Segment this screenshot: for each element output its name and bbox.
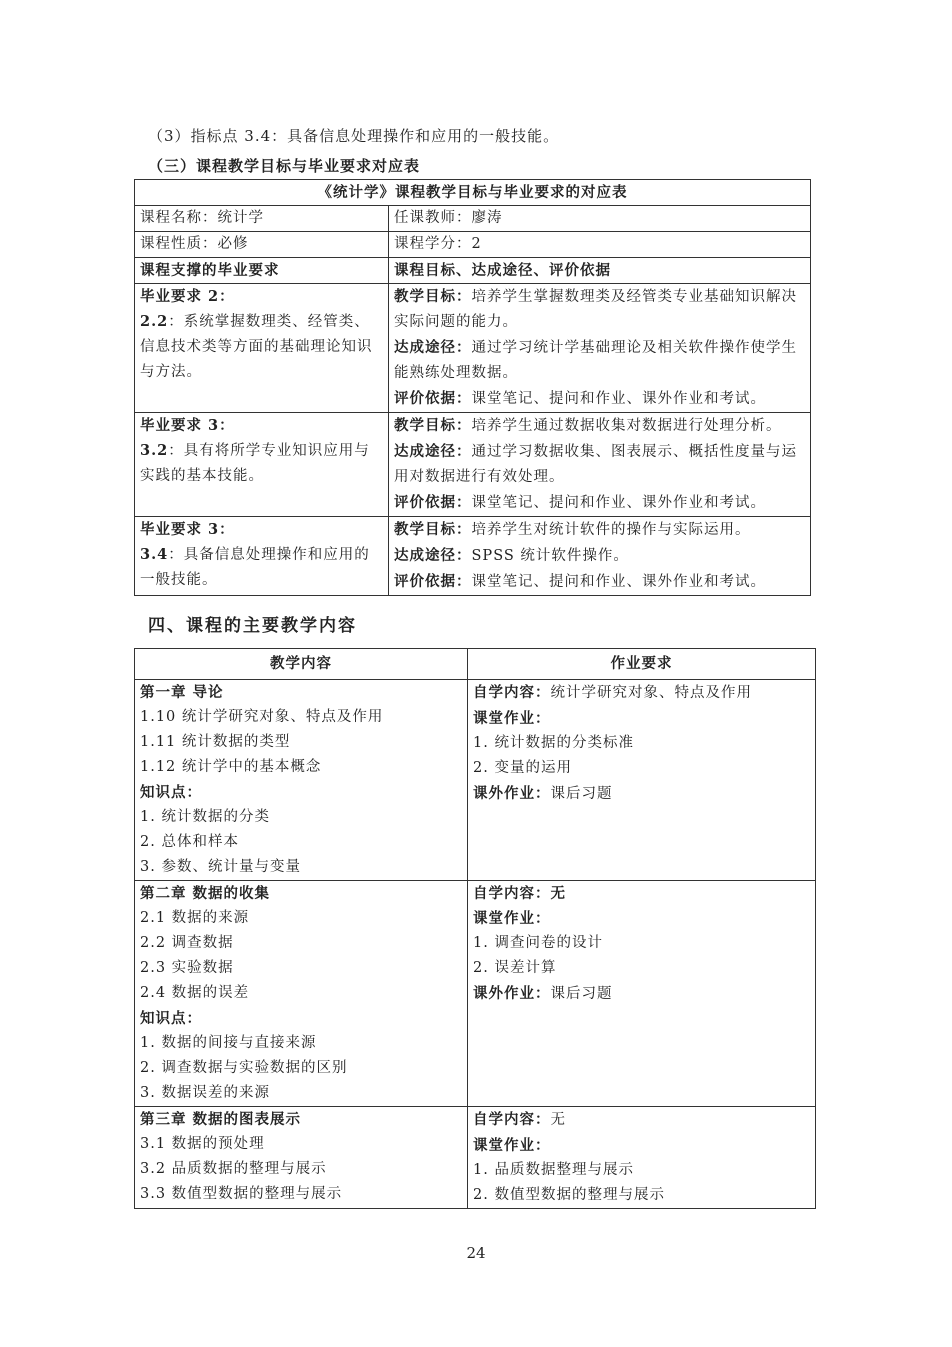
self-study-text: 无	[550, 1112, 566, 1128]
table-row	[135, 284, 811, 413]
course-name: 课程名称：统计学	[135, 206, 389, 232]
requirement-cell	[135, 284, 389, 413]
intro-line: （3）指标点 3.4：具备信息处理操作和应用的一般技能。	[148, 127, 560, 145]
chapter-item: 2.4 数据的误差	[140, 985, 250, 1001]
table-row	[135, 881, 816, 1107]
chapter-item: 1.11 统计数据的类型	[140, 734, 291, 750]
knowledge-item: 1. 数据的间接与直接来源	[140, 1035, 317, 1051]
content-table	[134, 648, 816, 1209]
self-study-label: 自学内容：	[473, 684, 551, 701]
class-work-item: 1. 品质数据整理与展示	[473, 1162, 634, 1178]
path-label: 达成途径：	[394, 547, 472, 564]
requirement-title: 毕业要求 2：	[140, 288, 235, 305]
credits: 课程学分：2	[389, 232, 811, 258]
table-row	[135, 680, 816, 881]
eval-text: 课堂笔记、提问和作业、课外作业和考试。	[471, 574, 766, 590]
goal-text: 培养学生通过数据收集对数据进行处理分析。	[471, 418, 782, 434]
chapter-homework-cell	[468, 680, 816, 881]
requirement-code: 2.2	[140, 313, 169, 330]
requirement-text: ：系统掌握数理类、经管类、信息技术类等方面的基础理论知识与方法。	[140, 314, 373, 380]
knowledge-item: 3. 参数、统计量与变量	[140, 859, 301, 875]
teacher: 任课教师：廖涛	[389, 206, 811, 232]
chapter-item: 3.3 数值型数据的整理与展示	[140, 1186, 343, 1202]
chapter-item: 2.1 数据的来源	[140, 910, 250, 926]
requirement-text: ：具备信息处理操作和应用的一般技能。	[140, 547, 370, 588]
class-work-label: 课堂作业：	[473, 1137, 551, 1154]
self-study-label: 自学内容：无	[473, 885, 566, 902]
knowledge-item: 3. 数据误差的来源	[140, 1085, 270, 1101]
chapter-content-cell	[135, 881, 468, 1107]
objective-cell	[389, 517, 811, 596]
requirement-cell	[135, 517, 389, 596]
requirement-text: ：具有将所学专业知识应用与实践的基本技能。	[140, 443, 370, 484]
chapter-item: 3.2 品质数据的整理与展示	[140, 1161, 327, 1177]
chapter-title: 第二章 数据的收集	[140, 885, 271, 902]
chapter-homework-cell	[468, 881, 816, 1107]
requirement-code: 3.2	[140, 442, 169, 459]
homework-label: 课外作业：	[473, 785, 551, 802]
chapter-content-cell	[135, 680, 468, 881]
requirement-title: 毕业要求 3：	[140, 521, 235, 538]
knowledge-label: 知识点：	[140, 1010, 202, 1027]
chapter-item: 3.1 数据的预处理	[140, 1136, 265, 1152]
eval-label: 评价依据：	[394, 573, 472, 590]
chapter-homework-cell	[468, 1107, 816, 1209]
chapter-item: 1.10 统计学研究对象、特点及作用	[140, 709, 384, 725]
chapter-title: 第三章 数据的图表展示	[140, 1111, 302, 1128]
goal-label: 教学目标：	[394, 288, 472, 305]
objective-cell	[389, 284, 811, 413]
table-row	[135, 413, 811, 517]
class-work-label: 课堂作业：	[473, 910, 551, 927]
path-text: 通过学习数据收集、图表展示、概括性度量与运用对数据进行有效处理。	[394, 444, 797, 485]
path-label: 达成途径：	[394, 339, 472, 356]
head-homework: 作业要求	[468, 649, 816, 680]
requirement-cell	[135, 413, 389, 517]
chapter-content-cell	[135, 1107, 468, 1209]
class-work-item: 1. 调查问卷的设计	[473, 935, 603, 951]
goal-text: 培养学生掌握数理类及经管类专业基础知识解决实际问题的能力。	[394, 289, 797, 330]
table-row	[135, 1107, 816, 1209]
class-work-item: 1. 统计数据的分类标准	[473, 735, 634, 751]
knowledge-item: 2. 总体和样本	[140, 834, 239, 850]
path-text: 通过学习统计学基础理论及相关软件操作使学生能熟练处理数据。	[394, 340, 797, 381]
self-study-text: 统计学研究对象、特点及作用	[550, 685, 752, 701]
objectives-table-title: 《统计学》课程教学目标与毕业要求的对应表	[135, 180, 811, 206]
course-type: 课程性质：必修	[135, 232, 389, 258]
eval-text: 课堂笔记、提问和作业、课外作业和考试。	[471, 391, 766, 407]
eval-text: 课堂笔记、提问和作业、课外作业和考试。	[471, 495, 766, 511]
class-work-item: 2. 误差计算	[473, 960, 557, 976]
section4-title: 四、课程的主要教学内容	[148, 616, 357, 636]
requirement-code: 3.4	[140, 546, 169, 563]
page-number: 24	[466, 1244, 486, 1262]
chapter-title: 第一章 导论	[140, 684, 224, 701]
path-label: 达成途径：	[394, 443, 472, 460]
goal-text: 培养学生对统计软件的操作与实际运用。	[471, 522, 751, 538]
head-content: 教学内容	[135, 649, 468, 680]
homework-label: 课外作业：	[473, 985, 551, 1002]
chapter-item: 2.3 实验数据	[140, 960, 234, 976]
head-requirements: 课程支撑的毕业要求	[135, 258, 389, 284]
homework-text: 课后习题	[550, 786, 613, 802]
path-text: SPSS 统计软件操作。	[471, 548, 629, 564]
knowledge-item: 1. 统计数据的分类	[140, 809, 270, 825]
requirement-title: 毕业要求 3：	[140, 417, 235, 434]
homework-text: 课后习题	[550, 986, 613, 1002]
chapter-item: 1.12 统计学中的基本概念	[140, 759, 322, 775]
chapter-item: 2.2 调查数据	[140, 935, 234, 951]
class-work-item: 2. 数值型数据的整理与展示	[473, 1187, 665, 1203]
knowledge-item: 2. 调查数据与实验数据的区别	[140, 1060, 348, 1076]
section3-title: （三）课程教学目标与毕业要求对应表	[148, 157, 421, 175]
goal-label: 教学目标：	[394, 417, 472, 434]
goal-label: 教学目标：	[394, 521, 472, 538]
class-work-item: 2. 变量的运用	[473, 760, 572, 776]
objectives-table	[134, 179, 811, 596]
table-row	[135, 517, 811, 596]
eval-label: 评价依据：	[394, 390, 472, 407]
eval-label: 评价依据：	[394, 494, 472, 511]
head-objectives: 课程目标、达成途径、评价依据	[389, 258, 811, 284]
class-work-label: 课堂作业：	[473, 710, 551, 727]
objective-cell	[389, 413, 811, 517]
self-study-label: 自学内容：	[473, 1111, 551, 1128]
knowledge-label: 知识点：	[140, 784, 202, 801]
